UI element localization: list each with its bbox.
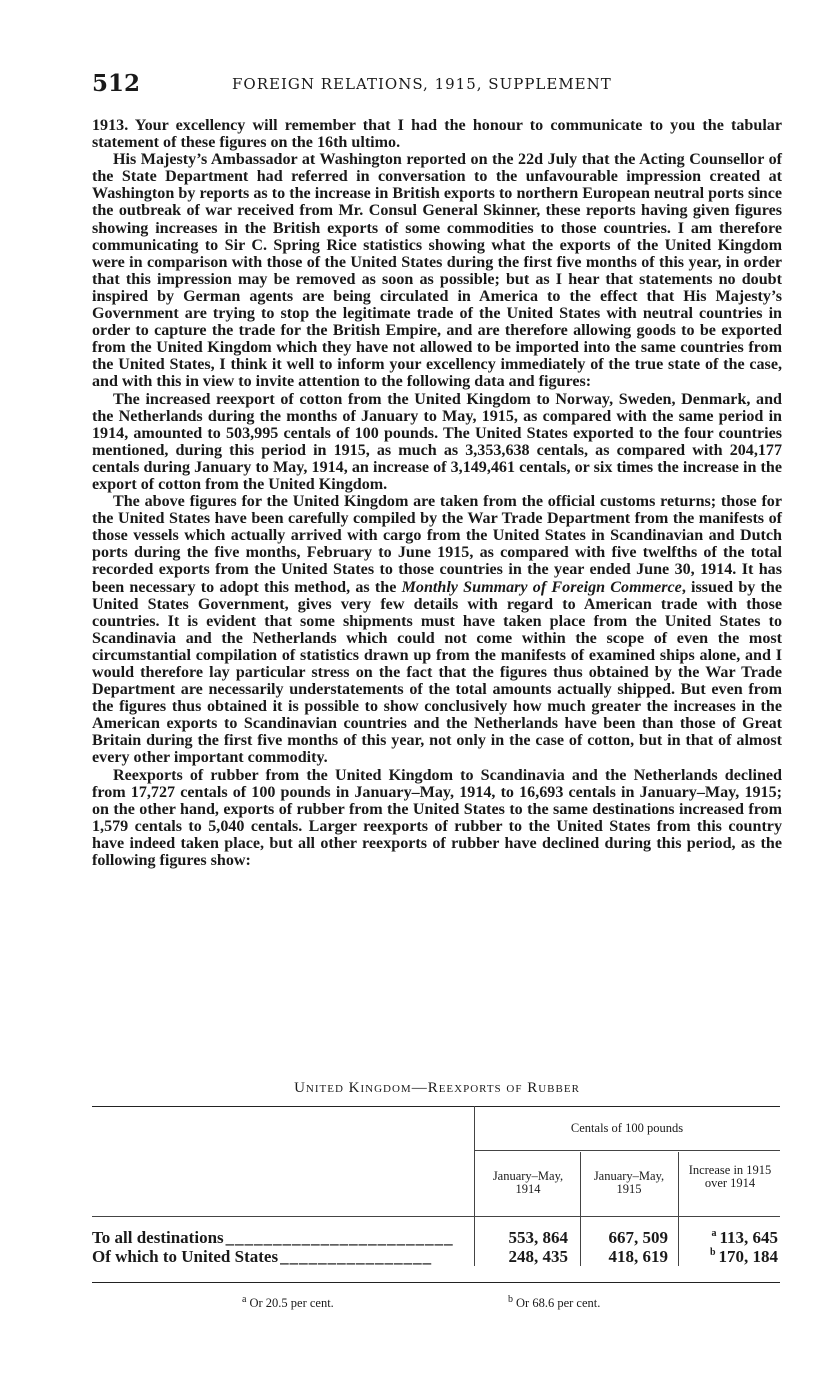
column-header-1915: January–May, 1915 <box>593 1169 665 1196</box>
paragraph: Reexports of rubber from the United Kingdom to Scandinavia and the Netherlands declined from 17,727 centals of 100 pounds in January–May, 1914, to 16,693 centals in January–May, 1915; on the other hand, exports of rubber from the United States to the same destinations increased from 1,579 centals to 5,040 centals. Larger reexports of rubber to the United States from this country have indeed taken place, but all other reexports of rubber have declined during this period, as the following figures show: <box>92 766 782 870</box>
table-row-label: To all destinations ________________________ <box>92 1228 454 1247</box>
page-header <box>92 70 782 100</box>
paragraph-part: , issued by the United States Government, gives very few details with regard to American trade with those countries. It is evident that some shipments must have taken place from the United States to Scandinavia and the Netherlands which could not come within the scope of even the most circumstantial compilation of statistics drawn up from the manifests of examined ships alone, and I would therefore lay particular stress on the fact that the figures thus obtained by the War Trade Department are necessarily understatements of the total amounts actually shipped. But even from the figures thus obtained it is possible to show conclusively how much greater the increases in the American exports to Scandinavian countries and the Netherlands have been than those of Great Britain during the first five months of this year, not only in the case of cotton, but in that of almost every other important commodity. <box>92 578 783 767</box>
column-header-increase: Increase in 1915 over 1914 <box>688 1163 772 1190</box>
page-number: 512 <box>92 70 141 97</box>
paragraph <box>92 493 782 767</box>
footnote-b: $^b$ Or 68.6 per cent. <box>508 1294 601 1311</box>
table-bottom-rule <box>92 1282 780 1283</box>
footnote-mark: a <box>711 1228 717 1240</box>
header-bottom-rule <box>92 1216 780 1217</box>
footnote-mark: b <box>709 1247 716 1259</box>
paragraph: The increased reexport of cotton from the United Kingdom to Norway, Sweden, Denmark, and the Netherlands during the months of January to May, 1915, as compared with the same period in 1914, amounted to 503,995 centals of 100 pounds. The United States exported to the four countries mentioned, during this period in 1915, as much as 3,353,638 centals, as compared with 204,177 centals during January to May, 1914, an increase of 3,149,461 centals, or six times the increase in the export of cotton from the United Kingdom. <box>92 390 782 493</box>
running-head: FOREIGN RELATIONS, 1915, SUPPLEMENT <box>232 75 612 93</box>
increase-value: 170, 184 <box>718 1247 778 1266</box>
group-header: Centals of 100 pounds <box>570 1121 684 1135</box>
value-1915: 418, 619 <box>608 1247 668 1266</box>
rubber-table <box>92 1106 780 1286</box>
table-row-label: Of which to United States ________________ <box>92 1247 433 1266</box>
value-1914: 553, 864 <box>508 1228 568 1247</box>
value-1914: 248, 435 <box>508 1247 568 1266</box>
column-header-1914: January–May, 1914 <box>492 1169 564 1196</box>
column-divider <box>580 1152 581 1266</box>
value-1915: 667, 509 <box>608 1228 668 1247</box>
paragraph: His Majesty’s Ambassador at Washington reported on the 22d July that the Acting Counsellor of the State Department had referred in conversation to the unfavourable impression created at Washington by reports as to the increase in British exports to northern European neutral ports since the outbreak of war received from Mr. Consul General Skinner, these reports having given figures showing increases in the British exports of some commodities to those countries. I am therefore communicating to Sir C. Spring Rice statistics showing what the exports of the United Kingdom were in comparison with those of the United States during the first five months of this year, in order that this impression may be removed as soon as possible; but as I hear that statements no doubt inspired by German agents are being circulated in America to the effect that His Majesty’s Government are trying to stop the legitimate trade of the United States with neutral countries in order to capture the trade for the British Empire, and are therefore allowing goods to be exported from the United Kingdom which they have not allowed to be imported into the same countries from the United States, I think it well to inform your excellency immediately of the true state of the case, and with this in view to invite attention to the following data and figures: <box>92 151 782 391</box>
column-divider <box>678 1152 679 1266</box>
table-top-rule <box>92 1106 780 1107</box>
increase-value: 113, 645 <box>719 1228 778 1247</box>
group-header-rule <box>474 1150 780 1151</box>
value-increase <box>684 1228 778 1248</box>
footnote-a: $^a$ Or 20.5 per cent. <box>242 1294 334 1311</box>
paragraph-part: The above figures for the United Kingdom are taken from the official customs returns; those for the United States have been carefully compiled by the War Trade Department from the manifests of those vessels which actually arrived with cargo from the United States in Scandinavian and Dutch ports during the five months, February to June 1915, as compared with five twelfths of the total recorded exports from the United States to those countries in the year ended June 30, 1914. It has been necessary to adopt this method, as the <box>92 493 782 596</box>
publication-title: Monthly Summary of Foreign Commerce <box>401 578 682 596</box>
table-title: United Kingdom—Reexports of Rubber <box>294 1080 580 1096</box>
body-text <box>92 117 782 869</box>
paragraph: 1913. Your excellency will remember that I had the honour to communicate to you the tabular statement of these figures on the 16th ultimo. <box>92 117 782 152</box>
value-increase <box>684 1247 778 1267</box>
